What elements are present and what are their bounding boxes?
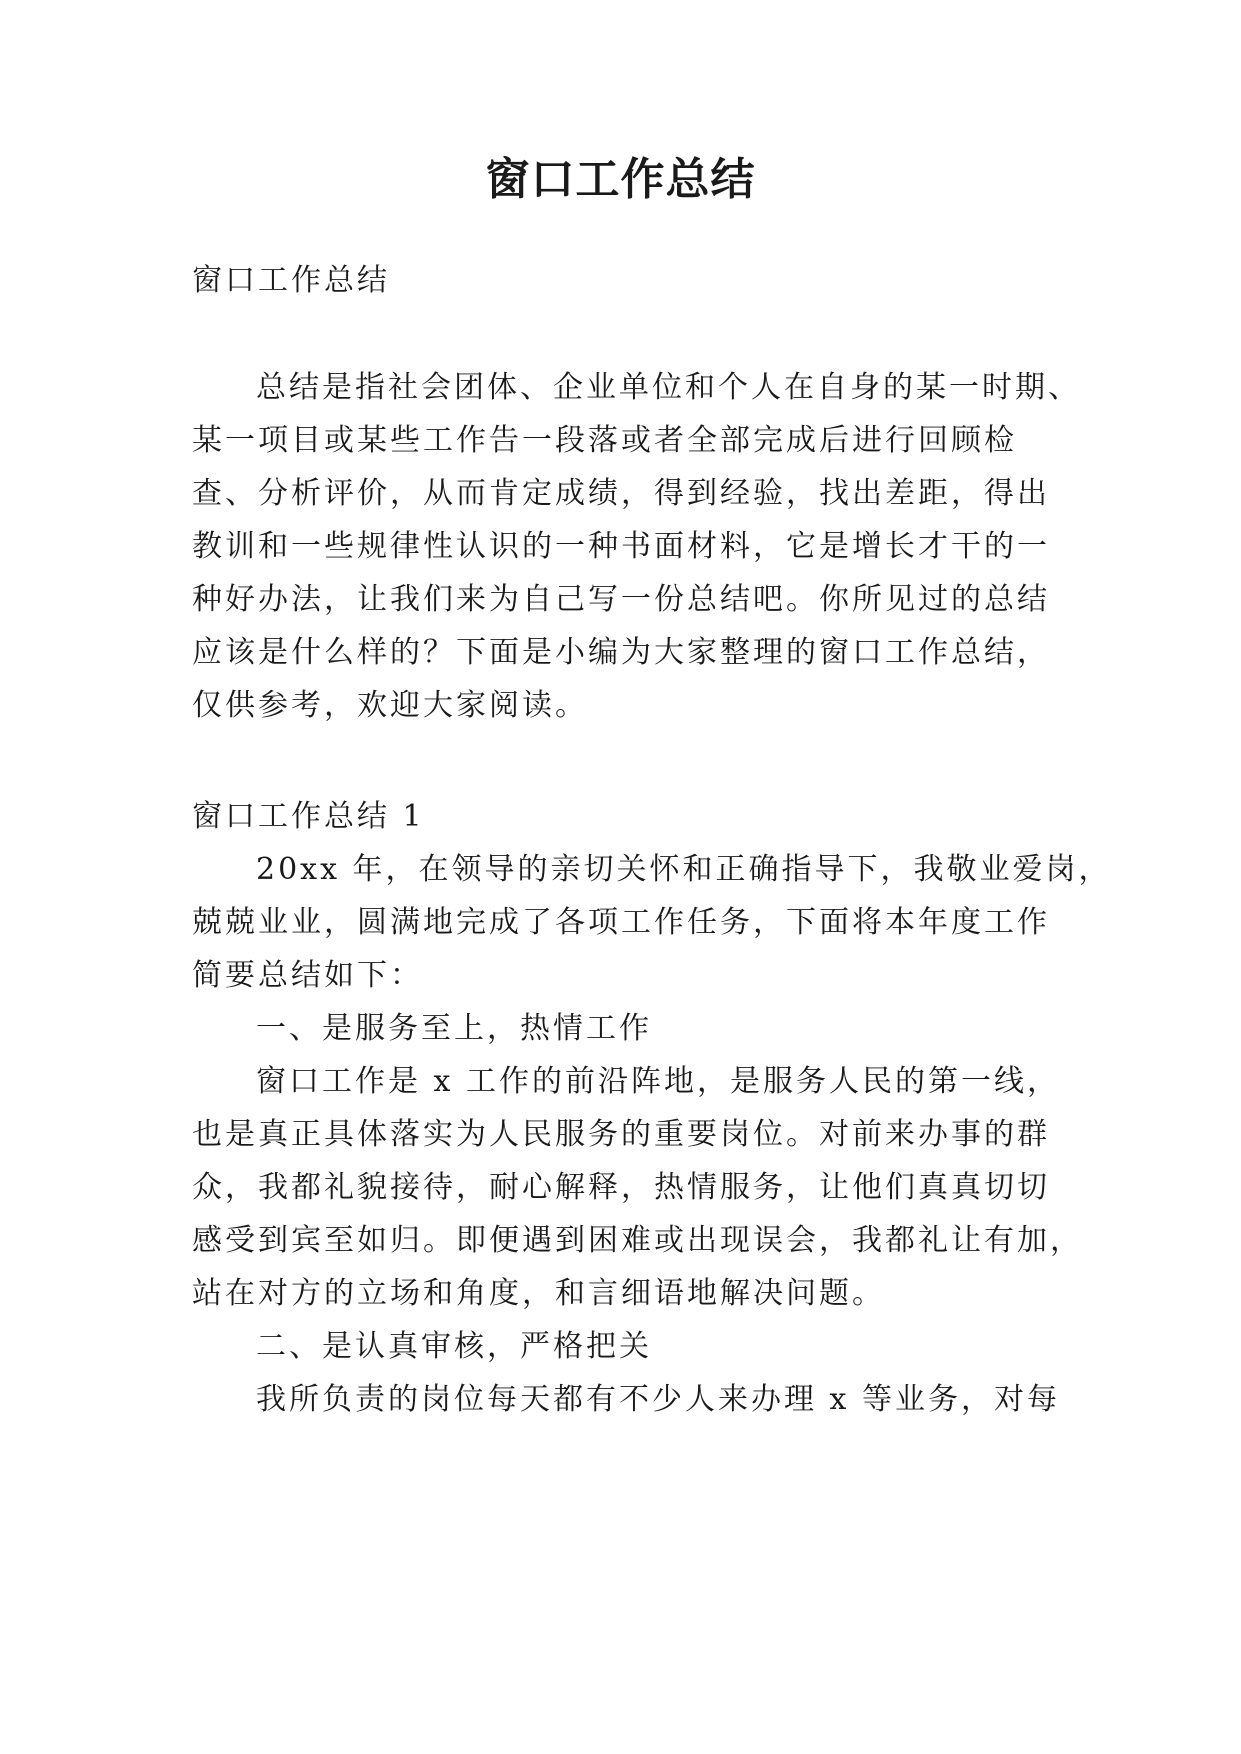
point-heading: 一、是服务至上，热情工作 [256,1011,652,1046]
intro-line: 某一项目或某些工作告一段落或者全部完成后进行回顾检 [192,423,1017,458]
paragraph-line: 众，我都礼貌接待，耐心解释，热情服务，让他们真真切切 [192,1170,1050,1205]
intro-line: 查、分析评价，从而肯定成绩，得到经验，找出差距，得出 [192,476,1050,511]
intro-line: 总结是指社会团体、企业单位和个人在自身的某一时期、 [256,370,1081,405]
intro-line: 应该是什么样的？下面是小编为大家整理的窗口工作总结， [192,635,1050,670]
section-heading: 窗口工作总结 1 [192,799,425,834]
document-title: 窗口工作总结 [485,154,756,205]
paragraph-line: 简要总结如下： [192,958,423,993]
paragraph-line: 感受到宾至如归。即便遇到困难或出现误会，我都礼让有加， [192,1223,1083,1258]
paragraph-line: 窗口工作是 x 工作的前沿阵地，是服务人民的第一线， [256,1064,1060,1099]
point-heading: 二、是认真审核，严格把关 [256,1329,652,1364]
paragraph-line: 兢兢业业，圆满地完成了各项工作任务，下面将本年度工作 [192,905,1050,940]
intro-line: 教训和一些规律性认识的一种书面材料，它是增长才干的一 [192,529,1050,564]
paragraph-line: 20xx 年，在领导的亲切关怀和正确指导下，我敬业爱岗， [256,852,1112,887]
paragraph-line: 站在对方的立场和角度，和言细语地解决问题。 [192,1276,885,1311]
paragraph-line: 也是真正具体落实为人民服务的重要岗位。对前来办事的群 [192,1117,1050,1152]
intro-line: 仅供参考，欢迎大家阅读。 [192,688,588,723]
subheading: 窗口工作总结 [192,263,390,298]
paragraph-line: 我所负责的岗位每天都有不少人来办理 x 等业务，对每 [256,1382,1060,1417]
intro-line: 种好办法，让我们来为自己写一份总结吧。你所见过的总结 [192,582,1050,617]
